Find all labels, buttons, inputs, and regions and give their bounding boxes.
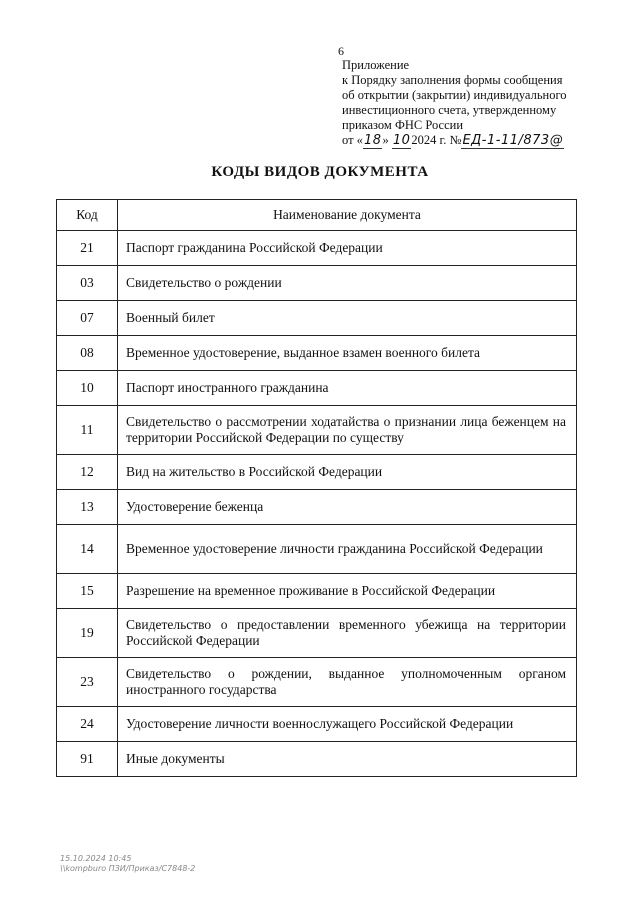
row-name: Свидетельство о рождении [118,266,577,301]
row-name: Вид на жительство в Российской Федерации [118,455,577,490]
row-code: 23 [57,658,118,707]
order-month-handwritten: 10 [392,133,411,148]
order-day-handwritten: 18 [363,133,382,148]
row-name: Иные документы [118,742,577,777]
print-file-ref: \\kompburo ПЗИ/Приказ/C7848-2 [60,864,196,873]
table-row [57,609,577,658]
row-name: Удостоверение беженца [118,490,577,525]
table-row [57,406,577,455]
print-stamp [60,854,195,874]
appendix-line-4: инвестиционного счета, утвержденному [342,103,557,117]
row-code: 15 [57,574,118,609]
header-name: Наименование документа [118,200,577,231]
table-row [57,574,577,609]
order-number-handwritten: ЕД-1-11/873@ [462,133,564,148]
print-timestamp: 15.10.2024 10:45 [60,854,132,863]
table-header-row [57,200,577,231]
appendix-line-1: Приложение [342,58,410,72]
row-code: 12 [57,455,118,490]
table-row [57,525,577,574]
row-code: 91 [57,742,118,777]
document-title: КОДЫ ВИДОВ ДОКУМЕНТА [211,164,429,180]
page-number: 6 [338,44,344,58]
table-row [57,707,577,742]
row-code: 21 [57,231,118,266]
row-name: Свидетельство о предоставлении временного убежища на территории Российской Федерации [118,609,577,658]
table-row [57,301,577,336]
order-date-line [342,133,592,148]
header-code: Код [57,200,118,231]
row-code: 19 [57,609,118,658]
row-name: Паспорт иностранного гражданина [118,371,577,406]
table-row [57,742,577,777]
row-code: 08 [57,336,118,371]
order-year-text: 2024 г. № [411,133,462,147]
table-row [57,336,577,371]
row-code: 07 [57,301,118,336]
order-mid: » [382,133,392,147]
appendix-line-3: об открытии (закрытии) индивидуального [342,88,567,102]
table-row [57,455,577,490]
row-name: Временное удостоверение, выданное взамен военного билета [118,336,577,371]
table-row [57,658,577,707]
row-name: Военный билет [118,301,577,336]
table-row [57,490,577,525]
table-row [57,371,577,406]
row-name: Свидетельство о рождении, выданное уполномоченным органом иностранного государства [118,658,577,707]
order-prefix: от « [342,133,363,147]
row-code: 24 [57,707,118,742]
row-code: 13 [57,490,118,525]
row-code: 14 [57,525,118,574]
row-name: Свидетельство о рассмотрении ходатайства о признании лица беженцем на территории Российской Федерации по существу [118,406,577,455]
appendix-line-5: приказом ФНС России [342,118,464,132]
row-name: Разрешение на временное проживание в Российской Федерации [118,574,577,609]
appendix-header [342,58,592,148]
row-code: 10 [57,371,118,406]
document-codes-table [56,199,577,777]
row-name: Паспорт гражданина Российской Федерации [118,231,577,266]
appendix-line-2: к Порядку заполнения формы сообщения [342,73,563,87]
row-code: 03 [57,266,118,301]
row-code: 11 [57,406,118,455]
row-name: Удостоверение личности военнослужащего Российской Федерации [118,707,577,742]
table-row [57,231,577,266]
table-row [57,266,577,301]
row-name: Временное удостоверение личности гражданина Российской Федерации [118,525,577,574]
